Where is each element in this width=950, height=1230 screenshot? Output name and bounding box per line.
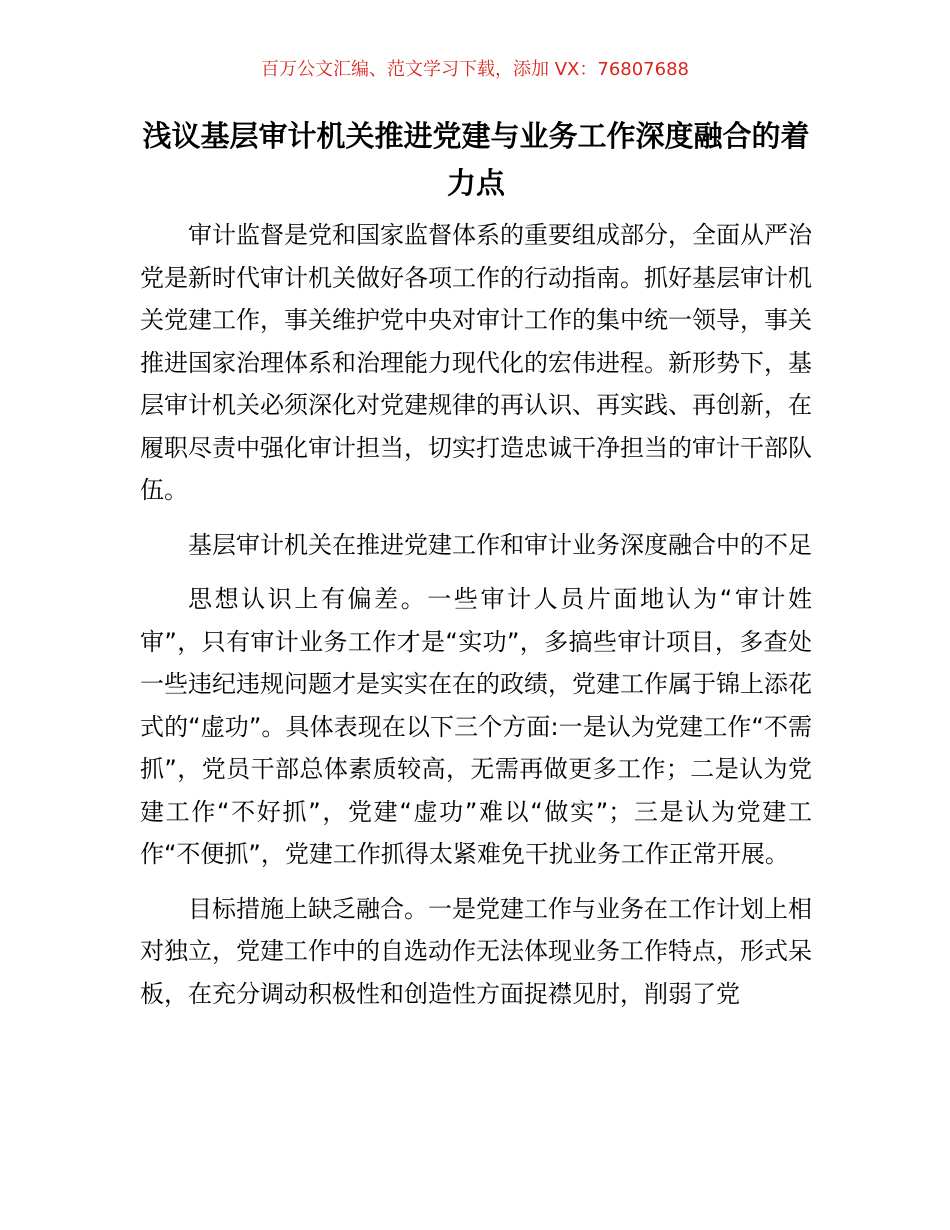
paragraph: 目标措施上缺乏融合。一是党建工作与业务在工作计划上相对独立，党建工作中的自选动作无法体现业务工作特点，形式呆板，在充分调动积极性和创造性方面捉襟见肘，削弱了党	[140, 894, 812, 1008]
watermark-header: 百万公文汇编、范文学习下载，添加 VX：76807688	[261, 59, 689, 80]
document-title: 浅议基层审计机关推进党建与业务工作深度融合的着力点	[142, 119, 810, 200]
section-heading: 基层审计机关在推进党建工作和审计业务深度融合中的不足	[188, 530, 812, 559]
paragraph: 思想认识上有偏差。一些审计人员片面地认为“审计姓审”，只有审计业务工作才是“实功”，多搞些审计项目，多查处一些违纪违规问题才是实实在在的政绩，党建工作属于锦上添花式的“虚功”。具体表现在以下三个方面:一是认为党建工作“不需抓”，党员干部总体素质较高，无需再做更多工作；二是认为党建工作“不好抓”，党建“虚功”难以“做实”；三是认为党建工作“不便抓”，党建工作抓得太紧难免干扰业务工作正常开展。	[140, 585, 812, 868]
paragraph: 审计监督是党和国家监督体系的重要组成部分，全面从严治党是新时代审计机关做好各项工作的行动指南。抓好基层审计机关党建工作，事关维护党中央对审计工作的集中统一领导，事关推进国家治理体系和治理能力现代化的宏伟进程。新形势下，基层审计机关必须深化对党建规律的再认识、再实践、再创新，在履职尽责中强化审计担当，切实打造忠诚干净担当的审计干部队伍。	[140, 221, 812, 504]
document-body	[140, 214, 812, 1027]
